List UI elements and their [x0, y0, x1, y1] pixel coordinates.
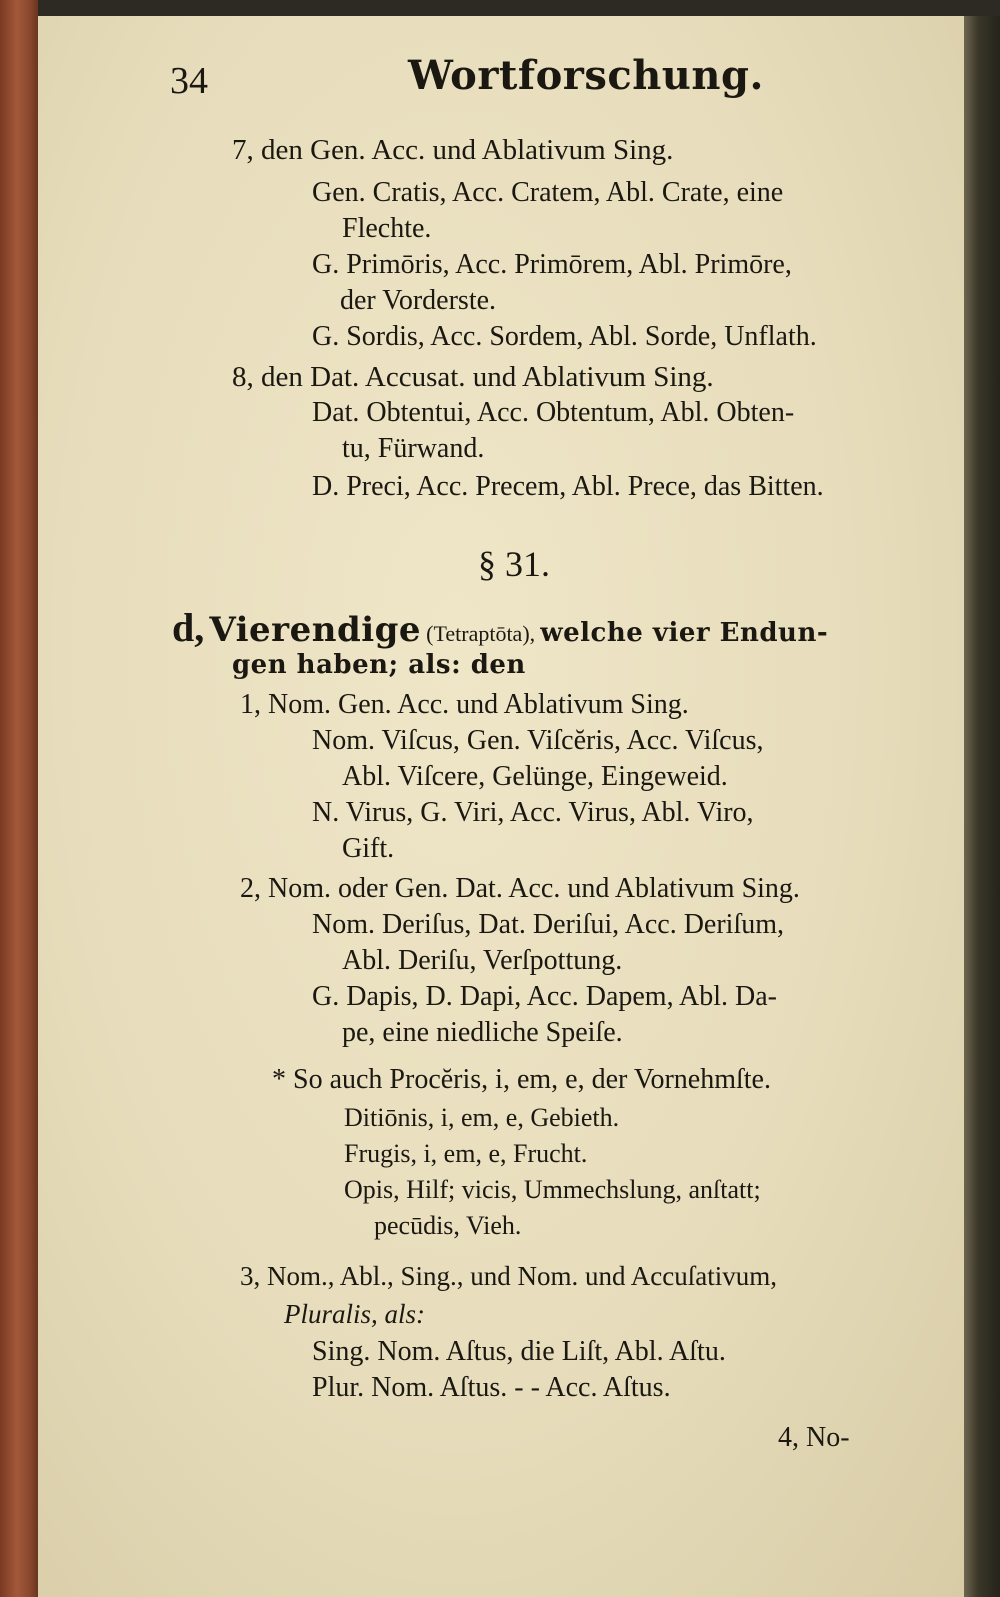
top-shadow: [38, 0, 1000, 16]
catchword: 4, No-: [778, 1422, 850, 1453]
text-line: 7, den Gen. Acc. und Ablativum Sing.: [232, 134, 674, 166]
facing-page-edge: [964, 16, 1000, 1597]
text-line: gen haben; als: den: [232, 650, 526, 680]
running-title: Wortforschung.: [408, 52, 764, 99]
text-line: pe, eine niedliche Speiſe.: [342, 1017, 623, 1048]
text-line: N. Virus, G. Viri, Acc. Virus, Abl. Viro,: [312, 797, 754, 828]
text-line: Dat. Obtentui, Acc. Obtentum, Abl. Obten-: [312, 397, 795, 428]
text-line: G. Primōris, Acc. Primōrem, Abl. Primōre,: [312, 249, 792, 280]
text-line: Ditiōnis, i, em, e, Gebieth.: [344, 1103, 620, 1132]
text-line: Abl. Deriſu, Verſpottung.: [342, 945, 623, 976]
text-line: Abl. Viſcere, Gelünge, Eingeweid.: [342, 761, 728, 792]
text-line: 8, den Dat. Accusat. und Ablativum Sing.: [232, 361, 714, 393]
text-line: 1, Nom. Gen. Acc. und Ablativum Sing.: [240, 689, 689, 720]
heading-text: welche vier Endun-: [540, 618, 829, 648]
text-line: Plur. Nom. Aſtus. - - Acc. Aſtus.: [312, 1372, 671, 1403]
item-letter: d,: [172, 605, 205, 650]
text-line: 2, Nom. oder Gen. Dat. Acc. und Ablativum Sing.: [240, 873, 800, 904]
section-number: § 31.: [478, 544, 550, 584]
text-line: Frugis, i, em, e, Frucht.: [344, 1139, 588, 1168]
book-spine: [0, 0, 38, 1597]
text-line: D. Preci, Acc. Precem, Abl. Prece, das Bitten.: [312, 471, 824, 502]
text-line: G. Dapis, D. Dapi, Acc. Dapem, Abl. Da-: [312, 981, 778, 1012]
term-heading: Vierendige: [209, 610, 422, 650]
text-line: Sing. Nom. Aſtus, die Liſt, Abl. Aſtu.: [312, 1336, 726, 1367]
heading-line: [172, 605, 829, 650]
text-line: * So auch Procĕris, i, em, e, der Vornehmſte.: [272, 1064, 771, 1095]
text-line: Gen. Cratis, Acc. Cratem, Abl. Crate, eine: [312, 177, 784, 208]
text-line: Nom. Viſcus, Gen. Viſcĕris, Acc. Viſcus,: [312, 725, 764, 756]
text-line: 3, Nom., Abl., Sing., und Nom. und Accuſativum,: [240, 1261, 777, 1291]
text-line: G. Sordis, Acc. Sordem, Abl. Sorde, Unflath.: [312, 321, 817, 352]
text-line: tu, Fürwand.: [342, 433, 485, 464]
text-line: Nom. Deriſus, Dat. Deriſui, Acc. Deriſum,: [312, 909, 785, 940]
text-line: Pluralis, als:: [284, 1299, 426, 1329]
greek-term: (Tetraptōta),: [426, 621, 536, 646]
text-line: Opis, Hilf; vicis, Ummechslung, anſtatt;: [344, 1175, 761, 1204]
text-line: Flechte.: [342, 213, 432, 244]
text-line: der Vorderste.: [340, 285, 497, 316]
text-line: Gift.: [342, 833, 395, 864]
text-line: pecūdis, Vieh.: [374, 1211, 522, 1240]
page-number: 34: [170, 60, 208, 102]
